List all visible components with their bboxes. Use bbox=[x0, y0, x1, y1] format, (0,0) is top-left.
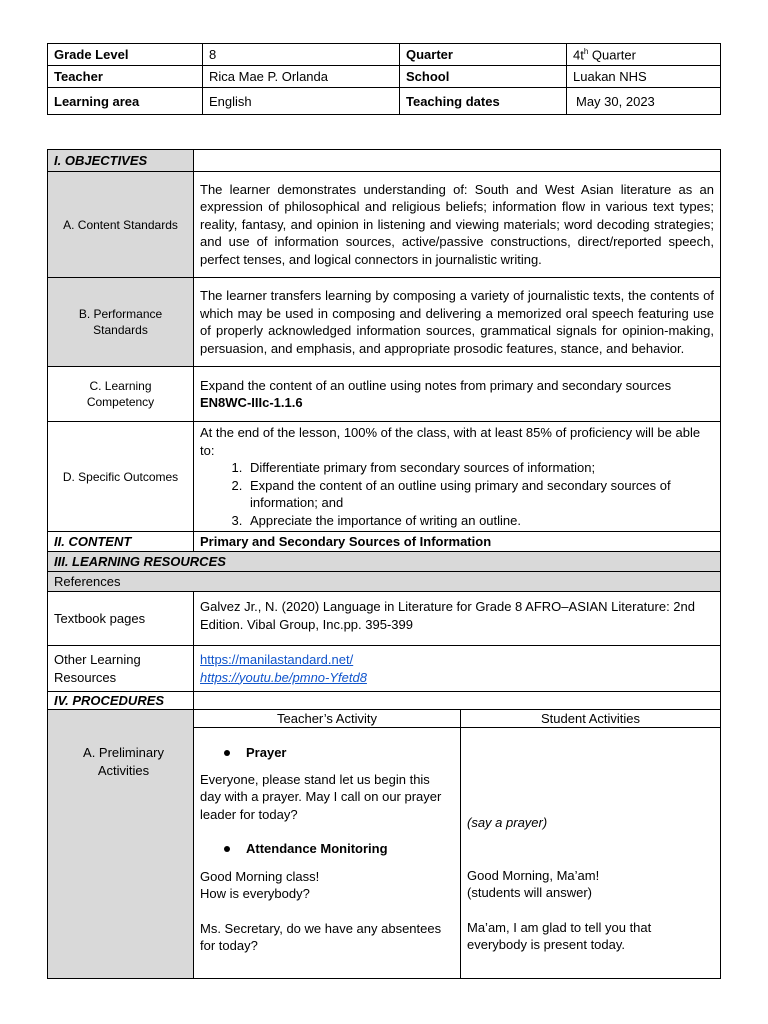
objectives-heading-empty bbox=[194, 150, 721, 172]
outcome-item: 3. Appreciate the importance of writing an outline. bbox=[246, 512, 714, 530]
performance-standards-label: B. Performance Standards bbox=[48, 278, 194, 367]
references-label: References bbox=[48, 572, 721, 592]
greeting-line-1: Good Morning class! bbox=[200, 868, 320, 884]
other-resources-links bbox=[194, 646, 721, 692]
content-standards-text: The learner demonstrates understanding of: South and West Asian literature as an expression of philosophical and religious beliefs; information flow in various text types; reality, fantasy, and opinion in listening and viewing materials; word decoding strategies; and use of information sources, active/passive constructions, direct/reported speech, perfect tenses, and logical connectors in journalistic writing. bbox=[194, 172, 721, 278]
teacher-label: Teacher bbox=[48, 66, 203, 88]
quarter-number: 4t bbox=[573, 47, 584, 63]
student-activity-cell bbox=[461, 728, 721, 979]
prayer-text: Everyone, please stand let us begin this day with a prayer. May I call on our prayer leader for today? bbox=[200, 771, 442, 822]
content-standards-label: A. Content Standards bbox=[48, 172, 194, 278]
content-heading: II. CONTENT bbox=[48, 532, 194, 552]
teacher-activity-header: Teacher’s Activity bbox=[194, 710, 461, 728]
manilastandard-link[interactable]: https://manilastandard.net/ bbox=[200, 652, 354, 667]
student-attendance: Ma’am, I am glad to tell you that everybody is present today. bbox=[467, 919, 652, 952]
attendance-bullet bbox=[224, 840, 454, 858]
bullet-icon bbox=[224, 750, 230, 756]
procedures-heading-empty bbox=[194, 692, 721, 710]
youtube-link[interactable]: https://youtu.be/pmno-Yfetd8 bbox=[200, 669, 367, 685]
student-greeting: Good Morning, Ma’am! bbox=[467, 867, 600, 883]
outcome-item: 2. Expand the content of an outline using primary and secondary sources of information; and bbox=[246, 477, 714, 512]
quarter-superscript: h bbox=[583, 46, 589, 56]
greeting-line-2: How is everybody? bbox=[200, 886, 310, 901]
attendance-heading: Attendance Monitoring bbox=[246, 841, 388, 856]
specific-outcomes-cell bbox=[194, 422, 721, 532]
procedures-heading: IV. PROCEDURES bbox=[48, 692, 194, 710]
learning-resources-heading: III. LEARNING RESOURCES bbox=[48, 552, 721, 572]
objectives-heading: I. OBJECTIVES bbox=[48, 150, 194, 172]
student-prayer: (say a prayer) bbox=[467, 815, 548, 830]
content-value: Primary and Secondary Sources of Information bbox=[194, 532, 721, 552]
bullet-icon bbox=[224, 846, 230, 852]
learning-competency-text: Expand the content of an outline using notes from primary and secondary sources bbox=[200, 377, 672, 393]
outcomes-intro: At the end of the lesson, 100% of the class, with at least 85% of proficiency will be able to: bbox=[200, 425, 701, 458]
learning-area-label: Learning area bbox=[48, 88, 203, 115]
quarter-value bbox=[567, 44, 721, 66]
grade-level-label: Grade Level bbox=[48, 44, 203, 66]
teacher-activity-cell bbox=[194, 728, 461, 979]
textbook-pages-value: Galvez Jr., N. (2020) Language in Literature for Grade 8 AFRO–ASIAN Literature: 2nd Edition. Vibal Group, Inc.pp. 395-399 bbox=[194, 592, 721, 646]
secretary-question: Ms. Secretary, do we have any absentees for today? bbox=[200, 920, 442, 953]
student-answer: (students will answer) bbox=[467, 885, 592, 900]
teacher-value: Rica Mae P. Orlanda bbox=[203, 66, 400, 88]
performance-standards-text: The learner transfers learning by composing a variety of journalistic texts, the contents of which may be used in composing and delivering a memorized oral speech featuring use of properly acknowledged information sources, grammatical signals for opinion-making, persuasion, and emphasis, and appropriate prosodic features, stance, and behavior. bbox=[194, 278, 721, 367]
outcome-item: 1. Differentiate primary from secondary sources of information; bbox=[246, 459, 714, 477]
learning-competency-code: EN8WC-IIIc-1.1.6 bbox=[200, 395, 303, 410]
quarter-label: Quarter bbox=[400, 44, 567, 66]
prayer-heading: Prayer bbox=[246, 745, 287, 760]
specific-outcomes-label: D. Specific Outcomes bbox=[48, 422, 194, 532]
teaching-dates-value: May 30, 2023 bbox=[567, 88, 721, 115]
header-table bbox=[47, 43, 721, 115]
student-activities-header: Student Activities bbox=[461, 710, 721, 728]
textbook-pages-label: Textbook pages bbox=[48, 592, 194, 646]
lesson-plan-table bbox=[47, 149, 721, 979]
learning-competency-label: C. Learning Competency bbox=[48, 367, 194, 422]
preliminary-activities-label: A. Preliminary Activities bbox=[48, 710, 194, 979]
teaching-dates-label: Teaching dates bbox=[400, 88, 567, 115]
other-resources-label: Other Learning Resources bbox=[48, 646, 194, 692]
outcomes-list bbox=[246, 459, 714, 529]
prayer-bullet bbox=[224, 744, 454, 762]
learning-competency-cell bbox=[194, 367, 721, 422]
school-value: Luakan NHS bbox=[567, 66, 721, 88]
quarter-word: Quarter bbox=[588, 47, 636, 63]
grade-level-value: 8 bbox=[203, 44, 400, 66]
learning-area-value: English bbox=[203, 88, 400, 115]
school-label: School bbox=[400, 66, 567, 88]
